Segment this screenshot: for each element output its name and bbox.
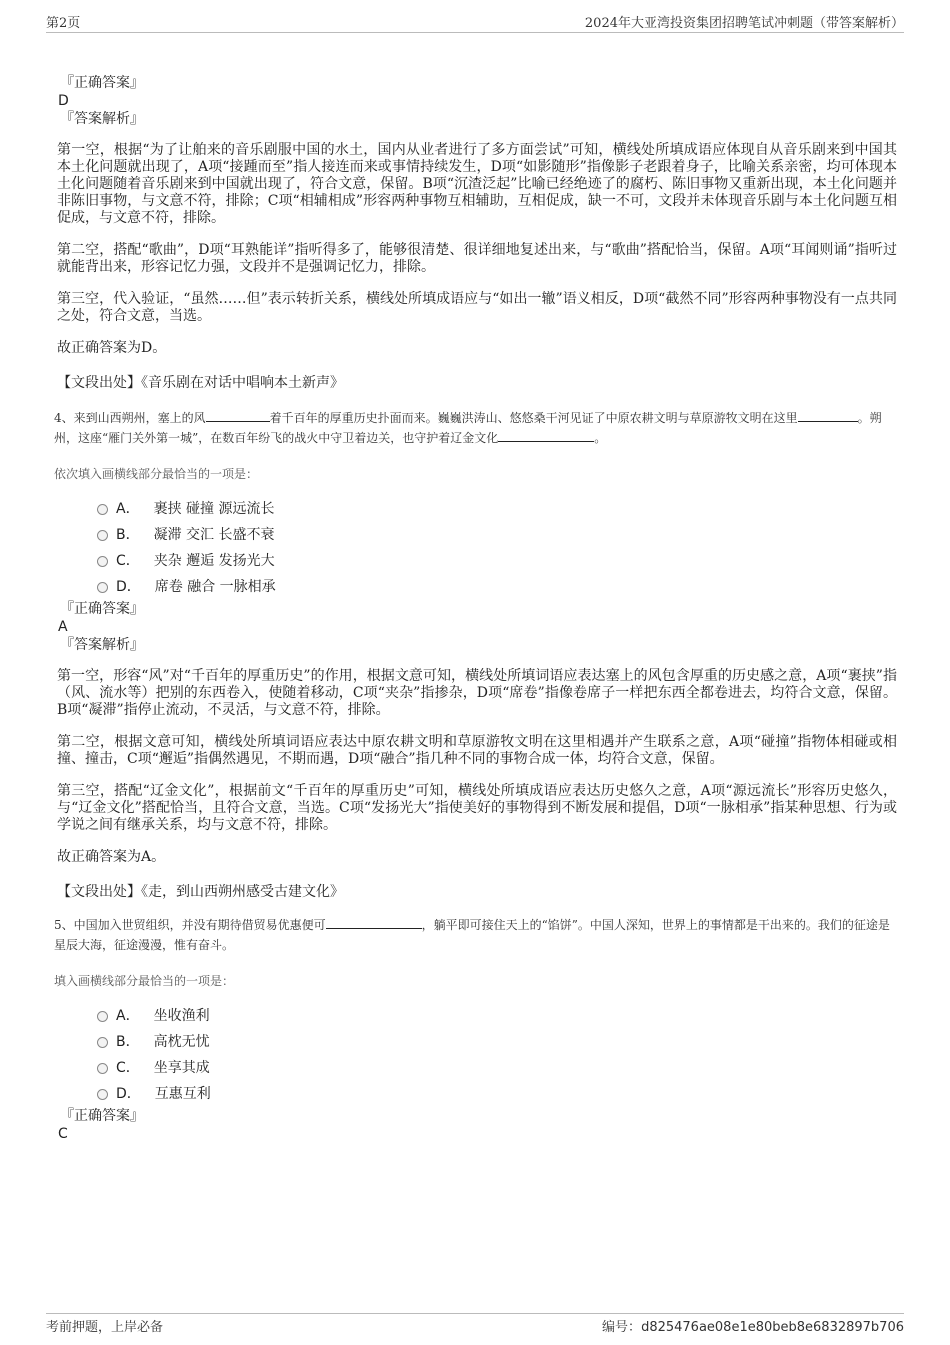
q3-source: 【文段出处】《音乐剧在对话中唱响本土新声》 — [57, 375, 344, 391]
q4-analysis-para-3: 第三空，搭配“辽金文化”，根据前文“千百年的厚重历史”可知，横线处所填成语应表达历史悠久之意，A项“源远流长”形容历史悠久，与“辽金文化”搭配恰当，且符合文意，当选。C项“发扬光大”指使美好的事物得到不断发展和提倡，D项“一脉相承”指某种思想、行为或学说之间有继承关系，均与文意不符，排除。 — [57, 783, 897, 833]
option-letter: C． — [116, 1060, 140, 1076]
footer-slogan: 考前押题，上岸必备 — [46, 1320, 164, 1335]
option-letter: C． — [116, 553, 140, 569]
q4-analysis-label: 『答案解析』 — [60, 637, 144, 653]
document-title: 2024年大亚湾投资集团招聘笔试冲刺题（带答案解析） — [584, 16, 904, 31]
q3-answer-block — [57, 74, 897, 128]
q4-stem-part-4: 。 — [594, 431, 607, 445]
q4-option-d[interactable] — [97, 574, 897, 600]
q3-conclusion: 故正确答案为D。 — [57, 340, 167, 356]
option-text: 高枕无忧 — [153, 1034, 210, 1050]
q4-answer: A — [58, 619, 68, 635]
q4-answer-block — [57, 600, 897, 654]
radio-icon[interactable] — [97, 556, 108, 567]
code-value: d825476ae08e1e80beb8e6832897b706 — [641, 1320, 904, 1335]
q5-options — [97, 1003, 897, 1107]
q5-answer: C — [58, 1126, 68, 1142]
option-letter: B． — [116, 1034, 140, 1050]
radio-icon[interactable] — [97, 1037, 108, 1048]
q5-stem-part-2: ，躺平即可接住天上的“馅饼”。中国人深知，世界上的事情都是干出来的。我们的征途是星辰大海，征途漫漫，惟有奋斗。 — [54, 918, 890, 952]
q3-analysis-para-3: 第三空，代入验证，“虽然……但”表示转折关系，横线处所填成语应与“如出一辙”语义相反，D项“截然不同”形容两种事物没有一点共同之处，符合文意，当选。 — [57, 291, 897, 324]
radio-icon[interactable] — [97, 504, 108, 515]
q5-answer-label: 『正确答案』 — [60, 1108, 144, 1124]
q5-stem — [54, 915, 897, 955]
option-letter: B． — [116, 527, 140, 543]
radio-icon[interactable] — [97, 582, 108, 593]
radio-icon[interactable] — [97, 530, 108, 541]
option-text: 坐收渔利 — [153, 1008, 210, 1024]
q4-stem-part-3: 。朔州，这座“雁门关外第一城”，在数百年纷飞的战火中守卫着边关，也守护着辽金文化 — [54, 411, 882, 445]
q3-analysis-para-2: 第二空，搭配“歌曲”，D项“耳熟能详”指听得多了，能够很清楚、很详细地复述出来，与“歌曲”搭配恰当，保留。A项“耳闻则诵”指听过就能背出来，形容记忆力强，文段并不是强调记忆力，排除。 — [57, 242, 897, 275]
option-text: 夹杂 邂逅 发扬光大 — [153, 553, 275, 569]
code-label: 编号： — [602, 1320, 642, 1335]
page-footer — [46, 1313, 904, 1336]
q4-blank-1 — [206, 408, 270, 422]
q4-analysis-para-1: 第一空，形容“风”对“千百年的厚重历史”的作用，根据文意可知，横线处所填词语应表达塞上的风包含厚重的历史感之意，A项“裹挟”指（风、流水等）把别的东西卷入，使随着移动，C项“夹杂”指掺杂，D项“席卷”指像卷席子一样把东西全都卷进去，均符合文意，保留。B项“凝滞”指停止流动，不灵活，与文意不符，排除。 — [57, 668, 897, 718]
q4-answer-label: 『正确答案』 — [60, 601, 144, 617]
q3-analysis-para-1: 第一空，根据“为了让舶来的音乐剧服中国的水土，国内从业者进行了多方面尝试”可知，横线处所填成语应体现自从音乐剧来到中国其本土化问题就出现了，A项“接踵而至”指人接连而来或事情持续发生，D项“如影随形”指像影子老跟着身子，比喻关系亲密，均可体现本土化问题随着音乐剧来到中国就出现了，符合文意，保留。B项“沉渣泛起”比喻已经绝迹了的腐朽、陈旧事物又重新出现，本土化问题并非陈旧事物，与文意不符，排除；C项“相辅相成”形容两种事物互相辅助，互相促成，缺一不可，文段并未体现音乐剧与本土化问题互相促成，与文意不符，排除。 — [57, 142, 897, 226]
radio-icon[interactable] — [97, 1063, 108, 1074]
option-text: 坐享其成 — [153, 1060, 210, 1076]
q5-instruction: 填入画横线部分最恰当的一项是： — [54, 974, 235, 988]
q4-options — [97, 496, 897, 600]
q3-answer-label: 『正确答案』 — [60, 75, 144, 91]
option-text: 席卷 融合 一脉相承 — [154, 579, 276, 595]
page-header — [46, 12, 904, 33]
q3-analysis-label: 『答案解析』 — [60, 111, 144, 127]
q4-instruction: 依次填入画横线部分最恰当的一项是： — [54, 467, 259, 481]
q4-stem — [54, 408, 897, 448]
option-text: 凝滞 交汇 长盛不衰 — [153, 527, 275, 543]
q4-source: 【文段出处】《走，到山西朔州感受古建文化》 — [57, 884, 344, 900]
q4-blank-2 — [798, 408, 858, 422]
page-content — [54, 74, 897, 1143]
q5-option-c[interactable] — [97, 1055, 897, 1081]
page-number: 第2页 — [46, 16, 81, 31]
option-letter: D． — [116, 579, 141, 595]
q5-option-a[interactable] — [97, 1003, 897, 1029]
document-code — [602, 1316, 904, 1335]
option-letter: A． — [116, 1008, 140, 1024]
radio-icon[interactable] — [97, 1089, 108, 1100]
option-text: 互惠互利 — [154, 1086, 211, 1102]
q4-blank-3 — [498, 428, 594, 442]
q4-option-c[interactable] — [97, 548, 897, 574]
q5-blank-1 — [326, 915, 422, 929]
q4-option-a[interactable] — [97, 496, 897, 522]
q4-conclusion: 故正确答案为A。 — [57, 849, 166, 865]
option-letter: A． — [116, 501, 140, 517]
option-letter: D． — [116, 1086, 141, 1102]
option-text: 裹挟 碰撞 源远流长 — [153, 501, 275, 517]
q4-stem-part-2: 着千百年的厚重历史扑面而来。巍巍洪涛山、悠悠桑干河见证了中原农耕文明与草原游牧文明在这里 — [269, 411, 798, 425]
radio-icon[interactable] — [97, 1011, 108, 1022]
q4-stem-part-1: 4、来到山西朔州，塞上的风 — [54, 411, 206, 425]
q3-answer: D — [58, 93, 69, 109]
q4-option-b[interactable] — [97, 522, 897, 548]
q5-stem-part-1: 5、中国加入世贸组织，并没有期待借贸易优惠便可 — [54, 918, 326, 932]
q5-answer-block — [57, 1107, 897, 1143]
q5-option-d[interactable] — [97, 1081, 897, 1107]
q5-option-b[interactable] — [97, 1029, 897, 1055]
q4-analysis-para-2: 第二空，根据文意可知，横线处所填词语应表达中原农耕文明和草原游牧文明在这里相遇并产生联系之意，A项“碰撞”指物体相碰或相撞、撞击，C项“邂逅”指偶然遇见，不期而遇，D项“融合”指几种不同的事物合成一体，均符合文意，保留。 — [57, 734, 897, 767]
